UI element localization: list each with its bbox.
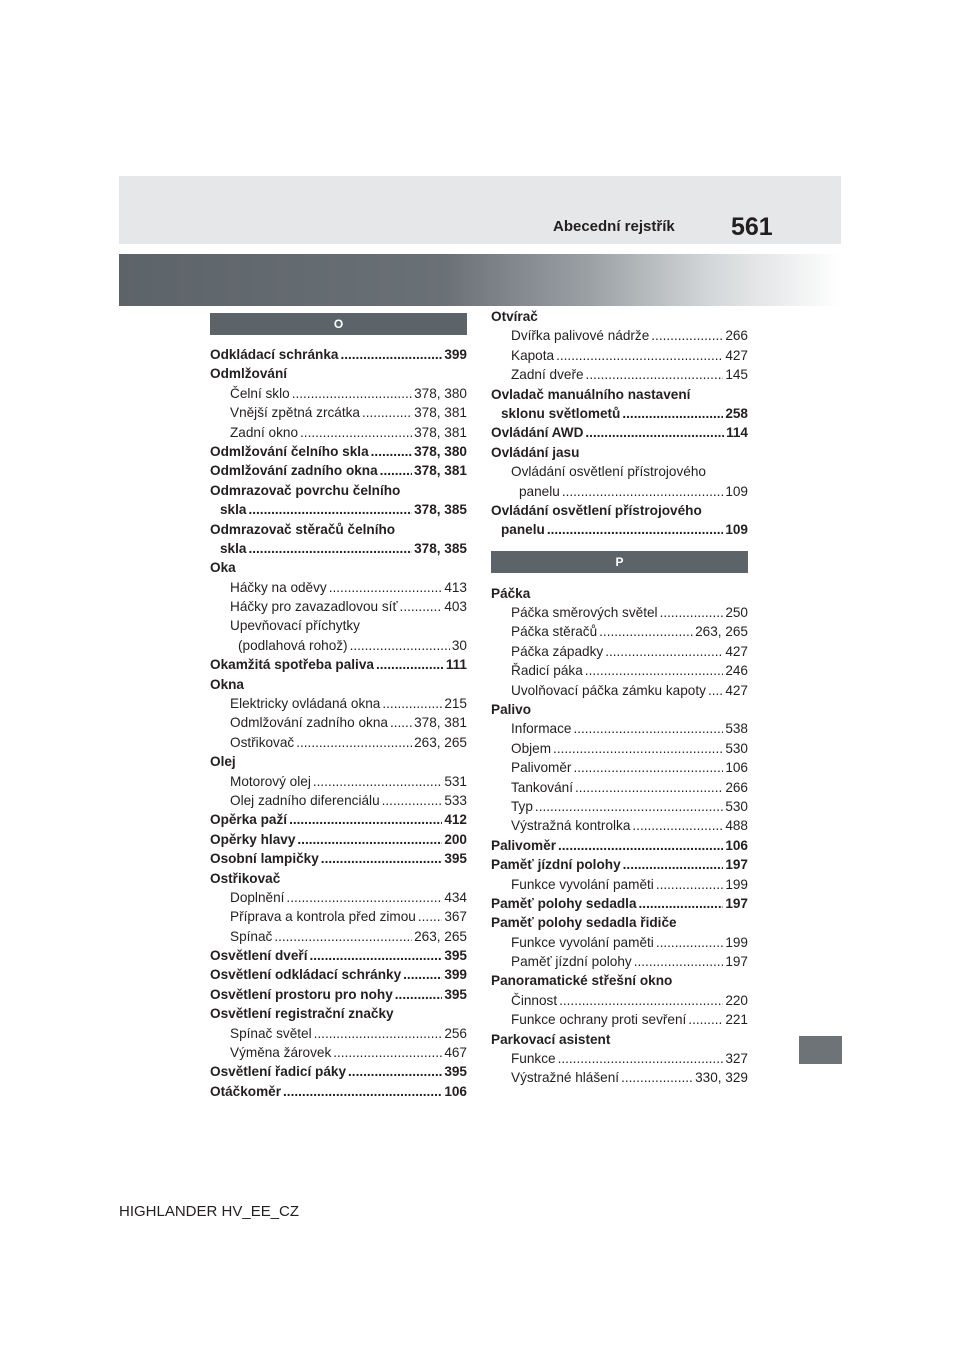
index-entry-term: panelu xyxy=(501,522,545,538)
index-entry xyxy=(210,1004,467,1023)
index-entry-term: Osvětlení registrační značky xyxy=(210,1006,394,1022)
index-entry-term: Vnější zpětná zrcátka xyxy=(230,405,360,421)
index-entry-term: Olej zadního diferenciálu xyxy=(230,792,380,808)
index-entry-term: Páčka směrových světel xyxy=(511,605,658,621)
index-entry-term: Činnost xyxy=(511,992,558,1008)
index-entry-term: Odmlžování zadního okna xyxy=(210,463,378,479)
index-entry xyxy=(210,810,467,829)
dot-leader xyxy=(313,772,442,791)
index-entry-term: Ovládání osvětlení přístrojového xyxy=(491,502,702,518)
index-entry xyxy=(210,500,467,519)
letter-heading-p: P xyxy=(491,551,748,573)
index-entry-term: Motorový olej xyxy=(230,773,311,789)
dot-leader xyxy=(309,946,442,965)
index-entry xyxy=(210,1062,467,1081)
index-entry xyxy=(210,1043,467,1062)
dot-leader xyxy=(382,694,442,713)
index-entry-term: Okamžitá spotřeba paliva xyxy=(210,657,374,673)
index-entry-term: Funkce vyvolání paměti xyxy=(511,934,654,950)
index-entry-term: Příprava a kontrola před zimou xyxy=(230,909,416,925)
index-entry-page: 111 xyxy=(445,657,467,673)
index-entry-page: 263, 265 xyxy=(414,928,467,944)
index-entry-term: sklonu světlometů xyxy=(501,405,621,421)
dot-leader xyxy=(639,894,724,913)
index-entry-term: Osvětlení dveří xyxy=(210,948,308,964)
index-entry-page: 395 xyxy=(444,1064,467,1080)
index-entry xyxy=(491,423,748,442)
index-entry-term: Upevňovací příchytky xyxy=(230,618,360,634)
index-column-left xyxy=(210,313,467,1101)
index-entry-page: 263, 265 xyxy=(695,624,748,640)
index-entry-page: 266 xyxy=(725,328,748,344)
index-entry-term: Odmrazovač povrchu čelního xyxy=(210,482,401,498)
index-entry xyxy=(491,603,748,622)
index-entry-page: 378, 380 xyxy=(414,385,467,401)
index-entry-term: Kapota xyxy=(511,347,555,363)
index-entry-term: Výměna žárovek xyxy=(230,1045,332,1061)
dot-leader xyxy=(553,739,723,758)
index-entry-page: 467 xyxy=(444,1045,467,1061)
index-entry-page: 378, 381 xyxy=(414,463,467,479)
index-entry xyxy=(210,423,467,442)
index-entry-term: Funkce xyxy=(511,1051,556,1067)
dot-leader xyxy=(283,1082,442,1101)
index-entry xyxy=(491,933,748,952)
index-entry-page: 30 xyxy=(451,637,467,653)
index-entry xyxy=(210,849,467,868)
index-entry-term: Typ xyxy=(511,798,533,814)
index-entry-term: Řadicí páka xyxy=(511,663,583,679)
dot-leader xyxy=(562,482,723,501)
index-entry-term: Paměť polohy sedadla řidiče xyxy=(491,915,677,931)
dot-leader xyxy=(573,758,723,777)
index-entry-page: 106 xyxy=(444,1083,467,1099)
index-entry-term: Objem xyxy=(511,740,552,756)
index-entry-page: 263, 265 xyxy=(414,734,467,750)
dot-leader xyxy=(390,713,412,732)
dot-leader xyxy=(585,661,724,680)
entry-list-o xyxy=(210,345,467,1101)
index-entry-page: 367 xyxy=(444,909,467,925)
index-entry xyxy=(491,584,748,603)
index-entry-term: Elektricky ovládaná okna xyxy=(230,696,381,712)
index-entry xyxy=(491,385,748,404)
dot-leader xyxy=(286,888,442,907)
index-entry-page: 109 xyxy=(725,522,748,538)
index-entry xyxy=(491,462,748,481)
dot-leader xyxy=(556,346,723,365)
dot-leader xyxy=(403,966,442,985)
index-entry xyxy=(491,700,748,719)
index-entry-page: 412 xyxy=(444,812,467,828)
index-entry-term: Čelní sklo xyxy=(230,385,290,401)
dot-leader xyxy=(362,403,412,422)
index-entry xyxy=(210,1024,467,1043)
index-entry xyxy=(491,482,748,501)
index-entry xyxy=(491,346,748,365)
index-entry xyxy=(210,907,467,926)
index-entry-page: 427 xyxy=(725,347,748,363)
index-entry-page: 221 xyxy=(725,1012,748,1028)
index-entry-term: Ovládání jasu xyxy=(491,444,580,460)
dot-leader xyxy=(380,461,412,480)
dot-leader xyxy=(348,1062,442,1081)
index-column-right xyxy=(491,307,748,1088)
index-entry-term: Opěrky hlavy xyxy=(210,831,296,847)
index-entry xyxy=(210,713,467,732)
index-entry xyxy=(210,520,467,539)
index-entry xyxy=(210,694,467,713)
index-entry xyxy=(491,520,748,539)
footer-model-code: HIGHLANDER HV_EE_CZ xyxy=(119,1203,300,1220)
index-entry-page: 395 xyxy=(444,986,467,1002)
index-entry-term: Opěrka paží xyxy=(210,812,288,828)
index-entry-page: 399 xyxy=(444,346,467,362)
index-entry-page: 413 xyxy=(444,579,467,595)
index-entry-term: Odmlžování zadního okna xyxy=(230,715,388,731)
index-entry xyxy=(210,616,467,635)
index-entry-term: Odmlžování xyxy=(210,366,288,382)
dot-leader xyxy=(660,603,724,622)
index-entry-term: Páčka západky xyxy=(511,643,604,659)
index-entry-term: (podlahová rohož) xyxy=(238,637,348,653)
index-entry xyxy=(491,661,748,680)
index-entry-term: Osvětlení odkládací schránky xyxy=(210,967,402,983)
index-entry xyxy=(491,642,748,661)
index-entry-page: 145 xyxy=(725,367,748,383)
index-entry-term: Parkovací asistent xyxy=(491,1031,611,1047)
index-entry-page: 215 xyxy=(444,696,467,712)
index-entry-page: 220 xyxy=(725,992,748,1008)
dot-leader xyxy=(376,655,444,674)
dot-leader xyxy=(296,733,412,752)
index-entry xyxy=(491,307,748,326)
entry-list-p xyxy=(491,584,748,1088)
index-entry-page: 488 xyxy=(725,818,748,834)
index-entry-term: panelu xyxy=(519,483,560,499)
index-entry-term: Odmrazovač stěračů čelního xyxy=(210,521,396,537)
dot-leader xyxy=(575,778,723,797)
index-entry-term: Otvírač xyxy=(491,308,538,324)
dot-leader xyxy=(605,642,723,661)
index-entry-term: Panoramatické střešní okno xyxy=(491,973,673,989)
index-entry xyxy=(491,1049,748,1068)
index-entry xyxy=(491,622,748,641)
index-entry xyxy=(210,655,467,674)
dot-leader xyxy=(297,830,442,849)
index-entry xyxy=(491,404,748,423)
dot-leader xyxy=(688,1010,723,1029)
index-entry xyxy=(491,875,748,894)
index-entry xyxy=(210,1082,467,1101)
index-entry-term: Ostřikovač xyxy=(230,734,295,750)
index-entry-term: Háčky pro zavazadlovou síť xyxy=(230,599,398,615)
dot-leader xyxy=(274,927,412,946)
index-entry-page: 434 xyxy=(444,889,467,905)
index-entry-page: 395 xyxy=(444,948,467,964)
index-entry xyxy=(491,739,748,758)
index-entry-term: Oka xyxy=(210,560,236,576)
dot-leader xyxy=(656,933,724,952)
dot-leader xyxy=(558,836,723,855)
dot-leader xyxy=(418,907,442,926)
index-entry-page: 378, 385 xyxy=(414,502,467,518)
index-entry xyxy=(210,733,467,752)
index-entry xyxy=(210,442,467,461)
decorative-gradient-band xyxy=(119,254,841,306)
dot-leader xyxy=(321,849,443,868)
index-entry-page: 266 xyxy=(725,779,748,795)
index-entry-term: Ostřikovač xyxy=(210,870,281,886)
dot-leader xyxy=(634,952,724,971)
index-entry-page: 538 xyxy=(725,721,748,737)
index-entry xyxy=(491,972,748,991)
index-entry-term: Paměť jízdní polohy xyxy=(491,857,621,873)
dot-leader xyxy=(708,681,723,700)
index-entry-term: Odmlžování čelního skla xyxy=(210,443,369,459)
index-entry-term: Palivoměr xyxy=(491,837,556,853)
index-entry xyxy=(491,816,748,835)
dot-leader xyxy=(333,1043,442,1062)
index-entry xyxy=(210,675,467,694)
index-entry-page: 399 xyxy=(444,967,467,983)
index-entry-page: 258 xyxy=(725,405,748,421)
index-entry-page: 427 xyxy=(725,643,748,659)
index-entry-term: Palivoměr xyxy=(511,760,572,776)
index-entry-term: Palivo xyxy=(491,702,532,718)
index-entry xyxy=(491,1010,748,1029)
index-entry xyxy=(491,855,748,874)
index-entry xyxy=(491,797,748,816)
index-entry-term: Osvětlení prostoru pro nohy xyxy=(210,986,393,1002)
index-entry-term: Háčky na oděvy xyxy=(230,579,327,595)
dot-leader xyxy=(622,404,723,423)
index-entry-page: 200 xyxy=(444,831,467,847)
index-entry xyxy=(210,539,467,558)
dot-leader xyxy=(558,1049,724,1068)
index-entry-page: 427 xyxy=(725,682,748,698)
dot-leader xyxy=(371,442,412,461)
index-entry-page: 530 xyxy=(725,740,748,756)
dot-leader xyxy=(651,326,723,345)
index-entry-term: Otáčkoměr xyxy=(210,1083,282,1099)
index-entry-page: 197 xyxy=(725,954,748,970)
index-entry-page: 330, 329 xyxy=(695,1070,748,1086)
index-entry-page: 378, 381 xyxy=(414,715,467,731)
index-entry-term: Spínač světel xyxy=(230,1025,312,1041)
dot-leader xyxy=(621,1068,693,1087)
index-entry-term: Informace xyxy=(511,721,572,737)
index-entry-page: 250 xyxy=(725,605,748,621)
dot-leader xyxy=(329,578,443,597)
index-entry-term: Zadní dveře xyxy=(511,367,584,383)
index-entry-page: 530 xyxy=(725,798,748,814)
index-entry-page: 199 xyxy=(725,934,748,950)
index-entry-term: Paměť polohy sedadla xyxy=(491,895,637,911)
dot-leader xyxy=(573,719,723,738)
index-entry xyxy=(491,894,748,913)
index-entry xyxy=(210,946,467,965)
index-entry-term: Výstražná kontrolka xyxy=(511,818,631,834)
index-entry-term: skla xyxy=(220,540,247,556)
index-entry xyxy=(491,719,748,738)
index-entry xyxy=(210,384,467,403)
index-entry-term: Dvířka palivové nádrže xyxy=(511,328,650,344)
index-entry-term: Okna xyxy=(210,676,244,692)
index-entry xyxy=(210,558,467,577)
index-entry xyxy=(210,578,467,597)
index-entry xyxy=(491,501,748,520)
chapter-tab xyxy=(799,1036,842,1064)
index-entry-term: Doplnění xyxy=(230,889,285,905)
dot-leader xyxy=(395,985,443,1004)
index-entry-page: 246 xyxy=(725,663,748,679)
index-entry xyxy=(491,1030,748,1049)
index-entry xyxy=(491,836,748,855)
index-entry xyxy=(210,597,467,616)
index-entry-term: Ovladač manuálního nastavení xyxy=(491,386,691,402)
index-entry xyxy=(210,791,467,810)
dot-leader xyxy=(248,500,412,519)
index-entry xyxy=(491,1068,748,1087)
index-entry xyxy=(491,681,748,700)
dot-leader xyxy=(289,810,442,829)
index-entry-page: 395 xyxy=(444,851,467,867)
index-entry xyxy=(491,365,748,384)
index-entry xyxy=(210,364,467,383)
index-entry xyxy=(210,772,467,791)
index-entry-page: 109 xyxy=(725,483,748,499)
index-entry-term: Páčka xyxy=(491,585,531,601)
index-entry xyxy=(210,636,467,655)
dot-leader xyxy=(656,875,724,894)
index-entry-page: 199 xyxy=(725,876,748,892)
index-entry xyxy=(210,869,467,888)
letter-heading-o: O xyxy=(210,313,467,335)
index-entry-term: Ovládání AWD xyxy=(491,425,584,441)
index-entry xyxy=(491,778,748,797)
index-entry xyxy=(491,991,748,1010)
dot-leader xyxy=(632,816,723,835)
index-entry xyxy=(491,758,748,777)
index-entry-page: 327 xyxy=(725,1051,748,1067)
section-title: Abecední rejstřík xyxy=(553,218,675,235)
index-entry-page: 378, 381 xyxy=(414,424,467,440)
index-entry-term: Funkce vyvolání paměti xyxy=(511,876,654,892)
index-entry-page: 378, 380 xyxy=(414,443,467,459)
dot-leader xyxy=(350,636,450,655)
index-entry-page: 378, 381 xyxy=(414,405,467,421)
index-entry xyxy=(210,752,467,771)
dot-leader xyxy=(585,423,724,442)
index-entry-term: Výstražné hlášení xyxy=(511,1070,620,1086)
index-entry xyxy=(491,913,748,932)
index-entry-term: Funkce ochrany proti sevření xyxy=(511,1012,687,1028)
index-entry xyxy=(491,443,748,462)
dot-leader xyxy=(248,539,412,558)
dot-leader xyxy=(559,991,723,1010)
index-entry-term: Ovládání osvětlení přístrojového xyxy=(511,464,706,480)
index-entry-page: 256 xyxy=(444,1025,467,1041)
dot-leader xyxy=(340,345,442,364)
dot-leader xyxy=(623,855,724,874)
dot-leader xyxy=(300,423,412,442)
index-entry-term: skla xyxy=(220,502,247,518)
index-entry-term: Osobní lampičky xyxy=(210,851,319,867)
index-entry xyxy=(491,952,748,971)
index-entry-term: Uvolňovací páčka zámku kapoty xyxy=(511,682,706,698)
index-entry xyxy=(210,927,467,946)
entry-list-o-continued xyxy=(491,307,748,540)
dot-leader xyxy=(599,622,693,641)
dot-leader xyxy=(547,520,724,539)
index-entry-term: Spínač xyxy=(230,928,273,944)
dot-leader xyxy=(586,365,724,384)
index-entry-page: 197 xyxy=(725,895,748,911)
index-entry xyxy=(210,403,467,422)
page-number: 561 xyxy=(731,213,773,241)
index-entry-term: Odkládací schránka xyxy=(210,346,339,362)
dot-leader xyxy=(382,791,443,810)
index-entry-term: Paměť jízdní polohy xyxy=(511,954,632,970)
index-entry-page: 378, 385 xyxy=(414,540,467,556)
index-entry-page: 531 xyxy=(444,773,467,789)
index-entry-page: 403 xyxy=(444,599,467,615)
index-entry xyxy=(210,481,467,500)
dot-leader xyxy=(535,797,723,816)
dot-leader xyxy=(314,1024,443,1043)
index-entry xyxy=(210,888,467,907)
index-entry xyxy=(210,830,467,849)
index-entry-term: Zadní okno xyxy=(230,424,299,440)
index-entry xyxy=(210,461,467,480)
index-entry-page: 114 xyxy=(726,425,748,441)
dot-leader xyxy=(292,384,412,403)
index-entry xyxy=(210,966,467,985)
index-entry-term: Osvětlení řadicí páky xyxy=(210,1064,347,1080)
index-entry-term: Olej xyxy=(210,754,236,770)
index-entry-page: 197 xyxy=(725,857,748,873)
index-entry-term: Páčka stěračů xyxy=(511,624,598,640)
index-entry xyxy=(210,345,467,364)
index-entry xyxy=(210,985,467,1004)
index-entry-page: 106 xyxy=(725,760,748,776)
index-entry xyxy=(491,326,748,345)
index-entry-page: 106 xyxy=(725,837,748,853)
index-entry-page: 533 xyxy=(444,792,467,808)
dot-leader xyxy=(400,597,443,616)
index-entry-term: Tankování xyxy=(511,779,573,795)
